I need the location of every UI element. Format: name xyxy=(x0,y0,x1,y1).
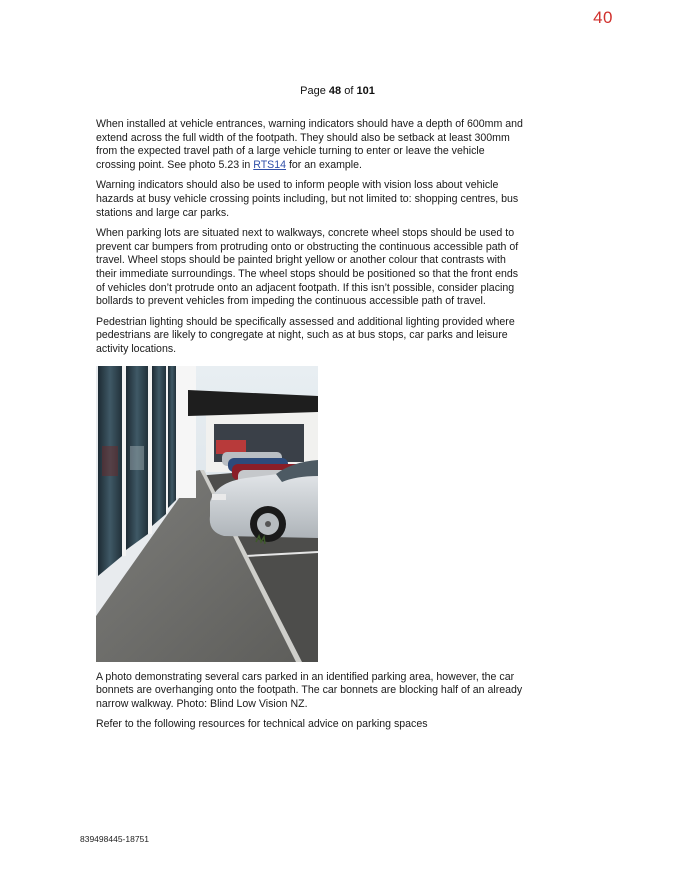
paragraph-text: for an example. xyxy=(286,158,362,171)
rts14-link[interactable]: RTS14 xyxy=(253,158,287,171)
page-total: 101 xyxy=(356,85,375,97)
parking-photo xyxy=(96,366,318,662)
page-current: 48 xyxy=(328,85,342,97)
document-id: 839498445-18751 xyxy=(80,834,150,844)
paragraph-wheel-stops: When parking lots are situated next to walkways, concrete wheel stops should be used to prevent car bumpers from protruding onto or obstructing the continuous accessible path of travel. Wheel stops should be painted bright yellow or another colour that contrasts with their immediate surroundings. The wheel stops should be positioned so that the front ends of vehicles don’t protrude onto an adjacent footpath. If this isn’t possible, consider placing bollards to prevent vehicles from impeding the continuous accessible path of travel. xyxy=(96,227,519,308)
paragraph-text: When installed at vehicle entrances, warning indicators should have a depth of 600mm and extend across the full width of the footpath. They should also be setback at least 300mm from the expected travel path of a large vehicle turning to enter or leave the vehicle crossing point. See photo 5.23 in xyxy=(96,118,523,171)
paragraph-resources: Refer to the following resources for technical advice on parking spaces xyxy=(96,718,428,731)
photo-caption: A photo demonstrating several cars parked in an identified parking area, however, the car bonnets are overhanging onto the footpath. The car bonnets are blocking half of an already narrow walkway. Photo: Blind Low Vision NZ. xyxy=(96,670,523,710)
paragraph-warning-indicators xyxy=(96,118,526,172)
document-body xyxy=(96,118,526,739)
page-of-label: of xyxy=(341,85,357,97)
page-header xyxy=(0,85,675,97)
paragraph-vision-loss: Warning indicators should also be used to inform people with vision loss about vehicle hazards at busy vehicle crossing points including, but not limited to: shopping centres, bus stations and large car parks. xyxy=(96,179,519,219)
corner-page-number: 40 xyxy=(593,8,613,27)
page-label: Page xyxy=(300,85,329,97)
paragraph-pedestrian-lighting: Pedestrian lighting should be specifically assessed and additional lighting provided where pedestrians are likely to congregate at night, such as at bus stops, car parks and leisure activity locations. xyxy=(96,315,515,355)
